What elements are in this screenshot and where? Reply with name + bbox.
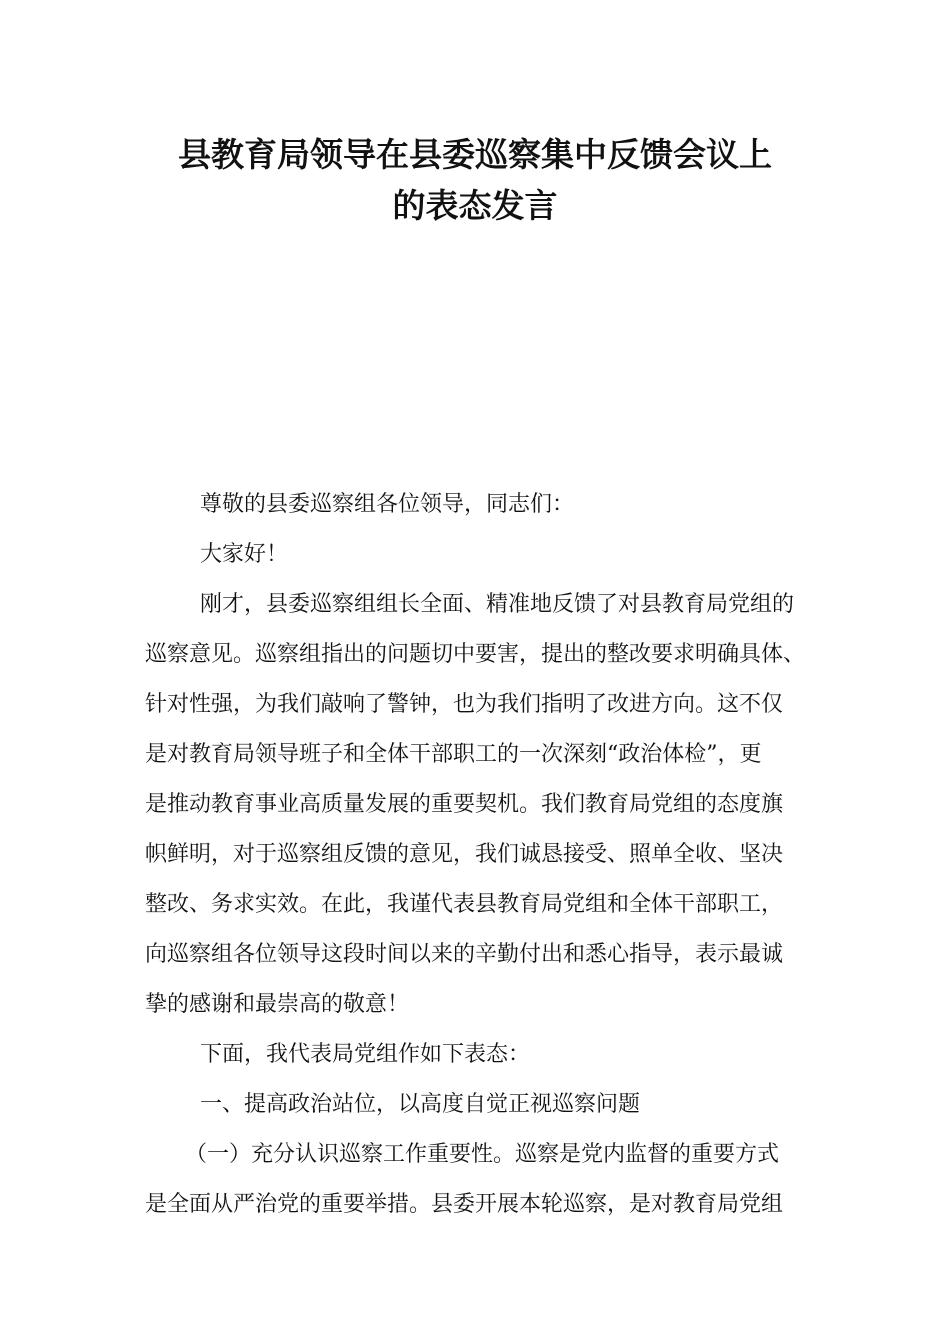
title-line-2: 的表态发言	[392, 186, 558, 225]
body-text-line: 挚的感谢和最崇高的敬意！	[145, 992, 410, 1017]
body-text-line: 是全面从严治党的重要举措。县委开展本轮巡察，是对教育局党组	[145, 1192, 784, 1217]
body-text-line: 是对教育局领导班子和全体干部职工的一次深刻“政治体检”，更	[145, 742, 762, 767]
body-text-line: （一）充分认识巡察工作重要性。巡察是党内监督的重要方式	[185, 1142, 780, 1167]
body-text-line: 刚才，县委巡察组组长全面、精准地反馈了对县教育局党组的	[200, 592, 795, 617]
title-line-1: 县教育局领导在县委巡察集中反馈会议上	[178, 135, 772, 174]
body-text-line: 向巡察组各位领导这段时间以来的辛勤付出和悉心指导，表示最诚	[145, 942, 784, 967]
body-text-line: 下面，我代表局党组作如下表态：	[200, 1042, 531, 1067]
body-text-line: 针对性强，为我们敲响了警钟，也为我们指明了改进方向。这不仅	[145, 692, 784, 717]
document-body	[145, 480, 825, 1230]
body-text-line: 是推动教育事业高质量发展的重要契机。我们教育局党组的态度旗	[145, 792, 784, 817]
body-text-line: 大家好！	[200, 542, 289, 567]
body-text-line: 整改、务求实效。在此，我谨代表县教育局党组和全体干部职工，	[145, 892, 784, 917]
body-text-line: 一、提高政治站位，以高度自觉正视巡察问题	[200, 1092, 641, 1117]
body-text-line: 帜鲜明，对于巡察组反馈的意见，我们诚恳接受、照单全收、坚决	[145, 842, 784, 867]
body-text-line: 巡察意见。巡察组指出的问题切中要害，提出的整改要求明确具体、	[145, 642, 806, 667]
body-text-line: 尊敬的县委巡察组各位领导，同志们：	[200, 492, 575, 517]
